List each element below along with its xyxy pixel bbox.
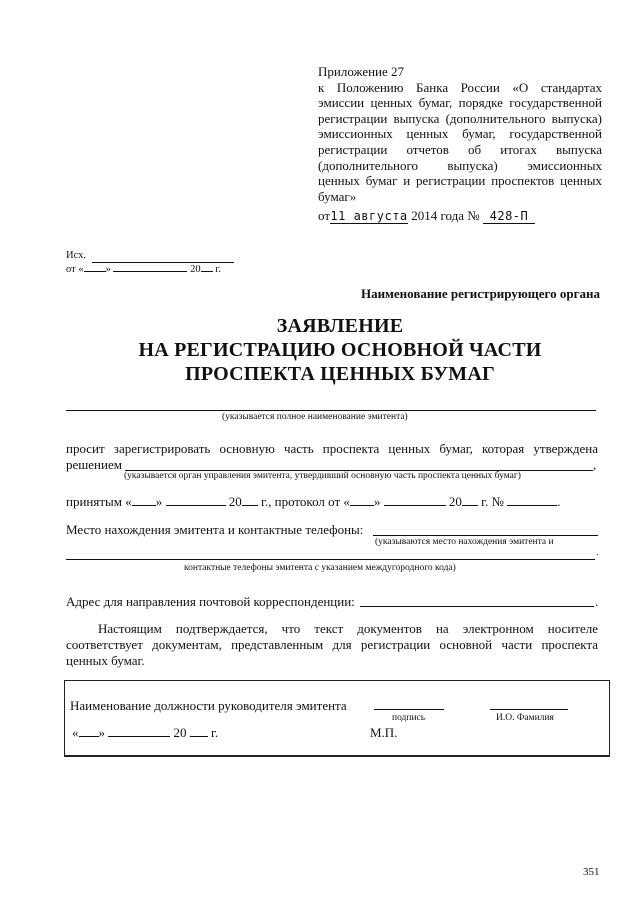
adopted-day-field[interactable] <box>132 505 156 506</box>
outgoing-month-field[interactable] <box>113 271 187 272</box>
postal-dot: . <box>595 594 599 609</box>
adopted-year-field[interactable] <box>242 505 258 506</box>
regulator-name: Наименование регистрирующего органа <box>360 286 600 301</box>
appendix-line: к Положению Банка России «О стандартах <box>318 79 602 95</box>
adopted-month-field[interactable] <box>166 505 226 506</box>
sign-date-open: « <box>72 725 79 740</box>
signature-field[interactable] <box>374 709 444 710</box>
appendix-line: бумаг» <box>318 188 357 204</box>
location-field-2[interactable] <box>66 559 595 560</box>
confirm-line-1: Настоящим подтверждается, что текст документов на электронном носителе <box>98 621 598 636</box>
outgoing-date-row <box>66 264 221 275</box>
protocol-day-field[interactable] <box>350 505 374 506</box>
title-line-2: НА РЕГИСТРАЦИЮ ОСНОВНОЙ ЧАСТИ <box>138 339 542 361</box>
appendix-line: регистрации выпуска (дополнительного выпуска) <box>318 110 602 126</box>
decision-hint: (указывается орган управления эмитента, утвердивший основную часть проспекта ценных бумаг) <box>124 471 521 481</box>
sign-date-close: » <box>98 725 105 740</box>
sign-year-prefix: 20 <box>173 725 187 740</box>
protocol-year-prefix: 20 <box>448 494 462 509</box>
title-line-3: ПРОСПЕКТА ЦЕННЫХ БУМАГ <box>185 363 495 385</box>
appendix-line: ценных бумаг и регистрации проспектов ценных <box>318 173 602 189</box>
appendix-line: эмиссии ценных бумаг, порядке государственной <box>318 95 602 111</box>
outgoing-ref-field[interactable] <box>92 262 234 263</box>
protocol-quote-close: » <box>373 494 381 509</box>
sign-year-g: г. <box>211 725 219 740</box>
sign-day-field[interactable] <box>79 736 99 737</box>
outgoing-day-field[interactable] <box>84 271 106 272</box>
issuer-name-field[interactable] <box>66 410 596 411</box>
adopted-label: принятым « <box>66 494 132 509</box>
signature-hint: подпись <box>392 713 426 723</box>
request-line-1: просит зарегистрировать основную часть проспекта ценных бумаг, которая утверждена <box>66 441 598 456</box>
issuer-hint: (указывается полное наименование эмитента) <box>222 412 408 422</box>
adopted-quote-close: » <box>155 494 163 509</box>
protocol-month-field[interactable] <box>384 505 446 506</box>
appendix-line: регистрации отчетов об итогах выпуска <box>318 141 602 157</box>
protocol-year-field[interactable] <box>462 505 478 506</box>
stamp-label: М.П. <box>370 725 398 740</box>
date-open-quote: от « <box>66 264 84 275</box>
location-hint-2: контактные телефоны эмитента с указанием междугородного кода) <box>184 563 456 573</box>
appendix-line: Приложение 27 <box>318 64 405 79</box>
decision-comma: , <box>593 457 597 472</box>
appendix-line: (дополнительного выпуска) эмиссионных <box>318 157 602 173</box>
signature-date-row <box>72 725 218 741</box>
location-hint-1: (указываются место нахождения эмитента и <box>375 537 554 547</box>
postal-field[interactable] <box>360 606 594 607</box>
appendix-date-line <box>318 208 535 224</box>
location-label: Место нахождения эмитента и контактные телефоны: <box>66 522 364 537</box>
outgoing-ref-label: Исх. <box>66 250 86 261</box>
postal-label: Адрес для направления почтовой корреспонденции: <box>66 594 355 609</box>
confirm-line-2: соответствует документам, представленным для регистрации основной части проспекта <box>66 637 598 652</box>
protocol-number-label: г. № <box>481 494 504 509</box>
sign-year-field[interactable] <box>190 736 208 737</box>
location-dot: . <box>596 548 599 558</box>
protocol-label: г., протокол от « <box>261 494 350 509</box>
adopted-year-prefix: 20 <box>228 494 242 509</box>
location-field[interactable] <box>373 535 598 536</box>
year-prefix: 20 <box>190 264 201 275</box>
protocol-number-field[interactable] <box>507 505 557 506</box>
outgoing-year-field[interactable] <box>201 271 213 272</box>
date-prefix: от <box>318 208 331 223</box>
adopted-row <box>66 494 560 510</box>
handwritten-number: 428-П <box>483 209 535 224</box>
date-close-quote: » <box>105 264 111 275</box>
date-year: 2014 года № <box>411 208 480 223</box>
decision-label: решением <box>66 457 122 472</box>
confirm-line-3: ценных бумаг. <box>66 653 145 668</box>
handwritten-date: 11 августа <box>330 209 408 223</box>
protocol-dot: . <box>557 494 561 509</box>
appendix-block <box>318 64 602 204</box>
year-g: г. <box>215 264 221 275</box>
page-number: 351 <box>583 866 600 878</box>
name-hint: И.О. Фамилия <box>496 713 554 723</box>
position-label: Наименование должности руководителя эмитента <box>70 698 347 713</box>
title-line-1: ЗАЯВЛЕНИЕ <box>276 315 404 337</box>
name-field[interactable] <box>490 709 568 710</box>
appendix-line: эмиссионных ценных бумаг, государственной <box>318 126 602 142</box>
sign-month-field[interactable] <box>108 736 170 737</box>
